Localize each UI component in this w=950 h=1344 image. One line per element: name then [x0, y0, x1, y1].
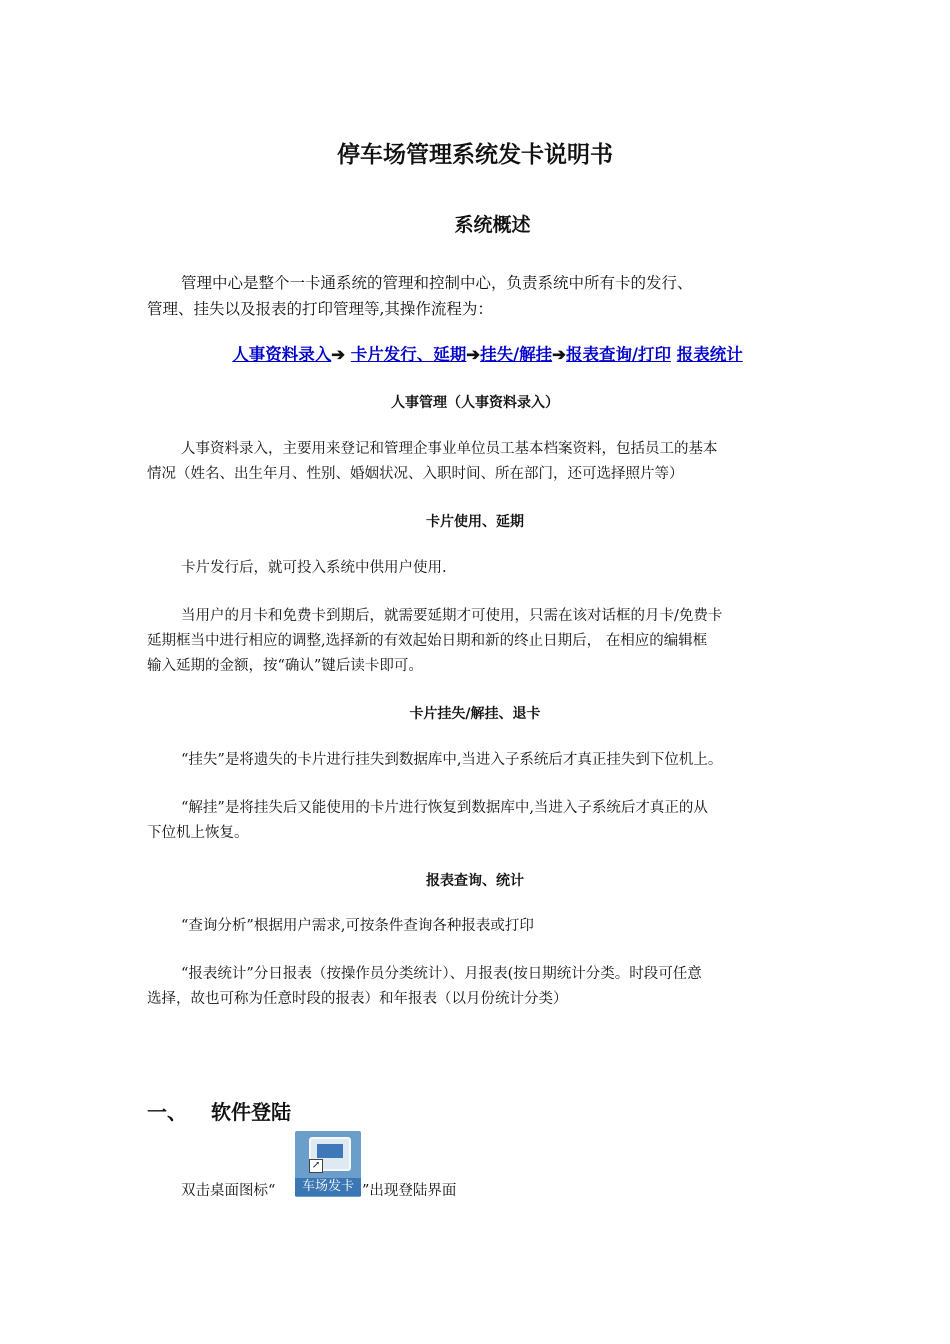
stats-line-2: 选择，故也可称为任意时段的报表）和年报表（以月份统计分类）	[147, 991, 568, 1007]
personnel-line-2: 情况（姓名、出生年月、性别、婚姻状况、入职时间、所在部门，还可选择照片等）	[147, 466, 684, 482]
section-heading-personnel: 人事管理（人事资料录入）	[391, 395, 559, 411]
login-text-before: 双击桌面图标“	[181, 1183, 276, 1199]
section-heading-card-use: 卡片使用、延期	[426, 514, 524, 530]
login-text-after: ”出现登陆界面	[362, 1183, 457, 1199]
card-extend-line-2: 延期框当中进行相应的调整,选择新的有效起始日期和新的终止日期后， 在相应的编辑框	[147, 633, 708, 649]
link-card-issue[interactable]: 卡片发行、延期	[350, 345, 467, 364]
chapter-number: 一、	[147, 1100, 187, 1124]
arrow-icon: ➔	[466, 345, 481, 364]
stats-line-1: “报表统计”分日报表（按操作员分类统计）、月报表(按日期统计分类。时段可任意	[181, 966, 702, 982]
document-title: 停车场管理系统发卡说明书	[337, 142, 613, 168]
intro-line-2: 管理、挂失以及报表的打印管理等,其操作流程为：	[147, 300, 493, 318]
unloss-line-1: “解挂”是将挂失后又能使用的卡片进行恢复到数据库中,当进入子系统后才真正的从	[181, 800, 708, 816]
parking-card-app-icon	[295, 1131, 361, 1197]
loss-paragraph: “挂失”是将遗失的卡片进行挂失到数据库中,当进入子系统后才真正挂失到下位机上。	[181, 752, 723, 768]
intro-line-1: 管理中心是整个一卡通系统的管理和控制中心，负责系统中所有卡的发行、	[181, 274, 693, 292]
workflow-links	[0, 341, 950, 365]
query-paragraph: “查询分析”根据用户需求,可按条件查询各种报表或打印	[181, 918, 534, 934]
overview-heading: 系统概述	[454, 214, 531, 236]
card-extend-line-3: 输入延期的金额，按“确认”键后读卡即可。	[147, 658, 423, 674]
card-extend-line-1: 当用户的月卡和免费卡到期后，就需要延期才可使用，只需在该对话框的月卡/免费卡	[181, 608, 723, 624]
link-report-stats[interactable]: 报表统计	[676, 345, 743, 364]
app-icon-label: 车场发卡	[295, 1178, 361, 1196]
link-loss-report[interactable]: 挂失/解挂	[480, 345, 553, 364]
section-heading-reports: 报表查询、统计	[426, 873, 524, 889]
personnel-line-1: 人事资料录入，主要用来登记和管理企事业单位员工基本档案资料，包括员工的基本	[181, 441, 718, 457]
link-personnel-entry[interactable]: 人事资料录入	[232, 345, 332, 364]
arrow-icon: ➔	[552, 345, 566, 364]
unloss-line-2: 下位机上恢复。	[147, 825, 249, 841]
chapter-title: 软件登陆	[211, 1100, 291, 1124]
shortcut-arrow-icon: ↗	[309, 1159, 323, 1173]
card-use-paragraph-1: 卡片发行后，就可投入系统中供用户使用.	[181, 560, 447, 576]
arrow-icon: ➔	[331, 345, 346, 364]
section-heading-loss: 卡片挂失/解挂、退卡	[409, 706, 541, 722]
link-report-query[interactable]: 报表查询/打印	[565, 345, 672, 364]
